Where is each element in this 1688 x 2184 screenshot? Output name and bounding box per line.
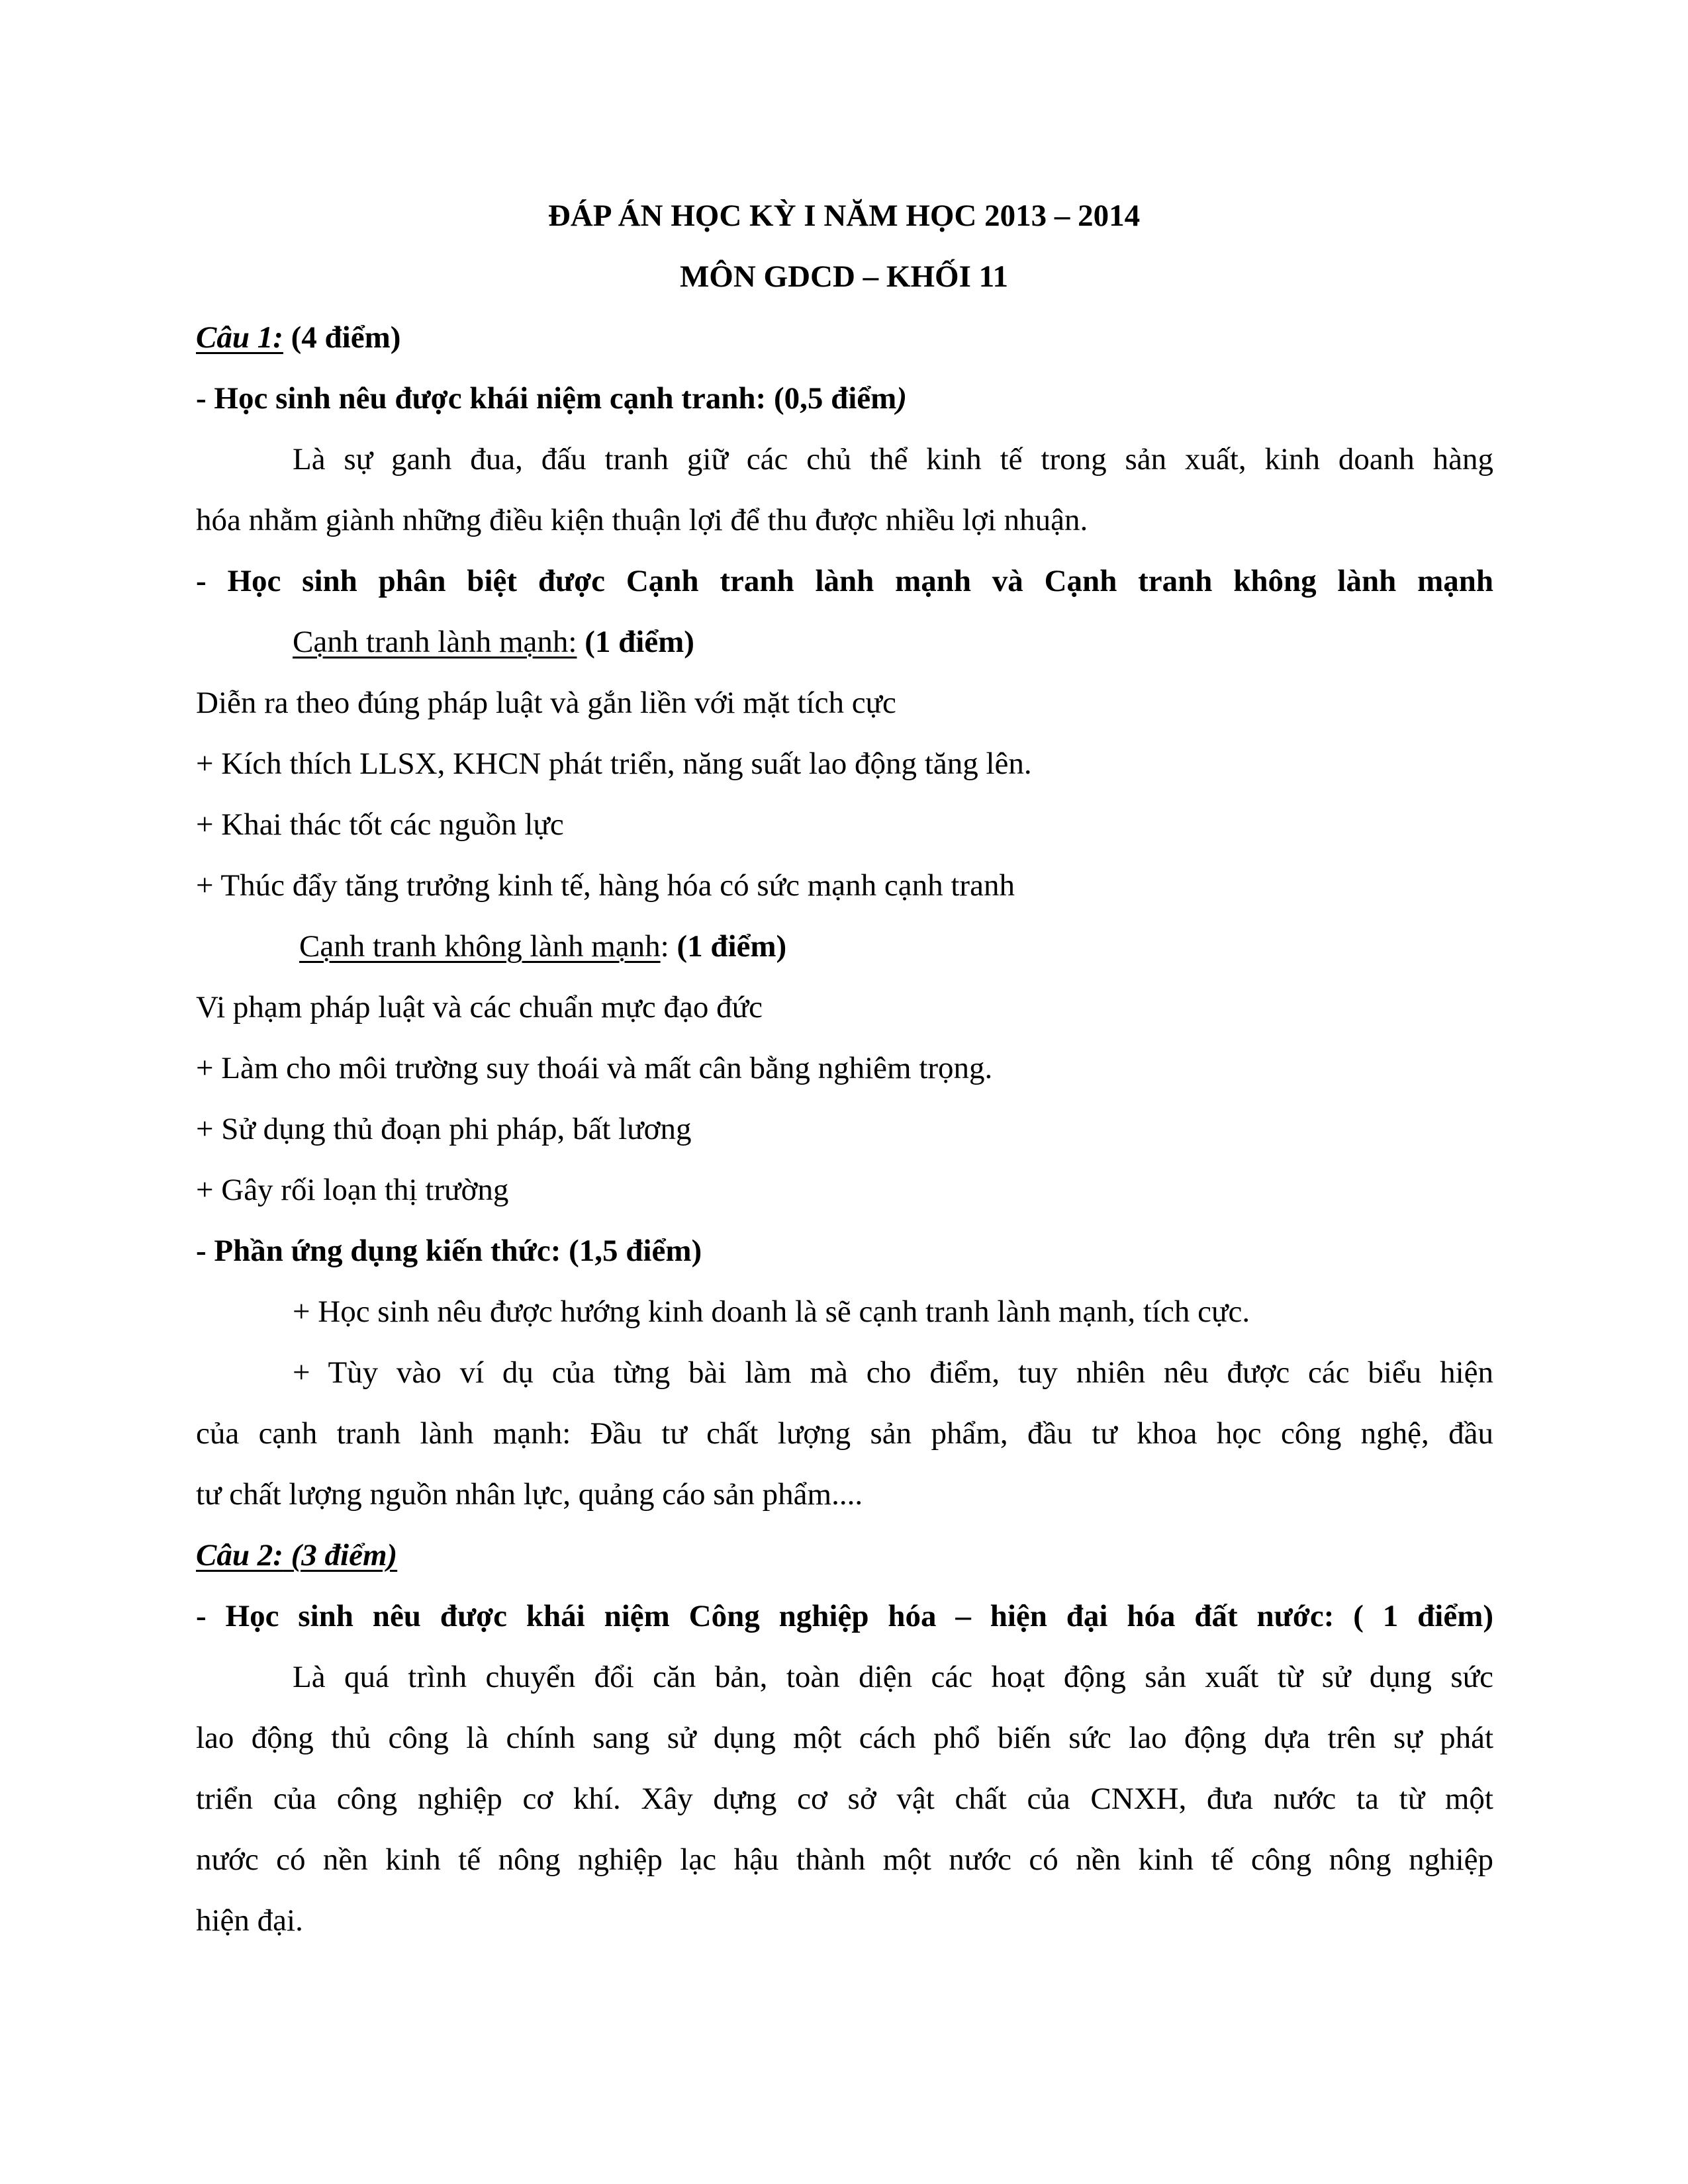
unhealthy-item-2: + Sử dụng thủ đoạn phi pháp, bất lương [196,1112,692,1146]
q2-concept-heading: - Học sinh nêu được khái niệm Công nghiệp hóa – hiện đại hóa đất nước: ( 1 điểm) [196,1599,1493,1633]
q1-distinguish-heading: - Học sinh phân biệt được Cạnh tranh lành mạnh và Cạnh tranh không lành mạnh [196,564,1493,598]
question-1-points: (4 điểm) [283,320,401,355]
question-2-label: Câu 2: [196,1538,283,1572]
q1-apply-item-2-line-1: + Tùy vào ví dụ của từng bài làm mà cho điểm, tuy nhiên nêu được các biểu hiện [293,1355,1493,1390]
healthy-competition-desc: Diễn ra theo đúng pháp luật và gắn liền với mặt tích cực [196,686,896,720]
q1-concept-heading-close: ) [896,381,907,416]
q1-apply-item-2-line-2: của cạnh tranh lành mạnh: Đầu tư chất lượng sản phẩm, đầu tư khoa học công nghệ, đầu [196,1416,1493,1451]
healthy-item-3: + Thúc đẩy tăng trưởng kinh tế, hàng hóa có sức mạnh cạnh tranh [196,868,1015,903]
question-1-heading [196,318,400,357]
question-2-heading [196,1535,397,1575]
title-line-1: ĐÁP ÁN HỌC KỲ I NĂM HỌC 2013 – 2014 [547,199,1141,233]
q1-concept-heading-text: - Học sinh nêu được khái niệm cạnh tranh: (0,5 điểm [196,381,897,416]
unhealthy-item-3: + Gây rối loạn thị trường [196,1173,509,1207]
unhealthy-competition-heading [299,927,786,966]
healthy-competition-points: (1 điểm) [577,625,694,659]
healthy-item-2: + Khai thác tốt các nguồn lực [196,807,564,842]
q2-text-line-1: Là quá trình chuyển đổi căn bản, toàn diện các hoạt động sản xuất từ sử dụng sức [293,1660,1493,1694]
q1-concept-text-2: hóa nhằm giành những điều kiện thuận lợi để thu được nhiều lợi nhuận. [196,503,1088,537]
unhealthy-competition-colon: : [660,929,669,964]
healthy-competition-heading [293,622,694,662]
q1-apply-item-1: + Học sinh nêu được hướng kinh doanh là sẽ cạnh tranh lành mạnh, tích cực. [293,1295,1250,1329]
unhealthy-item-1: + Làm cho môi trường suy thoái và mất cân bằng nghiêm trọng. [196,1051,993,1085]
unhealthy-competition-label: Cạnh tranh không lành mạnh [299,929,661,964]
q1-apply-heading: - Phần ứng dụng kiến thức: (1,5 điểm) [196,1234,702,1268]
healthy-item-1: + Kích thích LLSX, KHCN phát triển, năng suất lao động tăng lên. [196,747,1032,781]
q1-apply-item-2-line-3: tư chất lượng nguồn nhân lực, quảng cáo sản phẩm.... [196,1477,863,1512]
q2-text-line-5: hiện đại. [196,1903,303,1938]
unhealthy-competition-points: (1 điểm) [669,929,787,964]
healthy-competition-label: Cạnh tranh lành mạnh: [293,625,577,659]
q2-text-line-4: nước có nền kinh tế nông nghiệp lạc hậu thành một nước có nền kinh tế công nông nghiệp [196,1843,1493,1877]
q1-concept-heading [196,379,907,418]
question-1-label: Câu 1: [196,320,283,355]
q2-text-line-2: lao động thủ công là chính sang sử dụng một cách phổ biến sức lao động dựa trên sự phát [196,1721,1493,1755]
q2-text-line-3: triển của công nghiệp cơ khí. Xây dựng cơ sở vật chất của CNXH, đưa nước ta từ một [196,1782,1493,1816]
question-2-points: (3 điểm) [283,1538,398,1572]
title-line-2: MÔN GDCD – KHỐI 11 [679,259,1009,294]
q1-concept-text-1: Là sự ganh đua, đấu tranh giữ các chủ thể kinh tế trong sản xuất, kinh doanh hàng [293,442,1493,477]
unhealthy-competition-desc: Vi phạm pháp luật và các chuẩn mực đạo đức [196,990,763,1024]
